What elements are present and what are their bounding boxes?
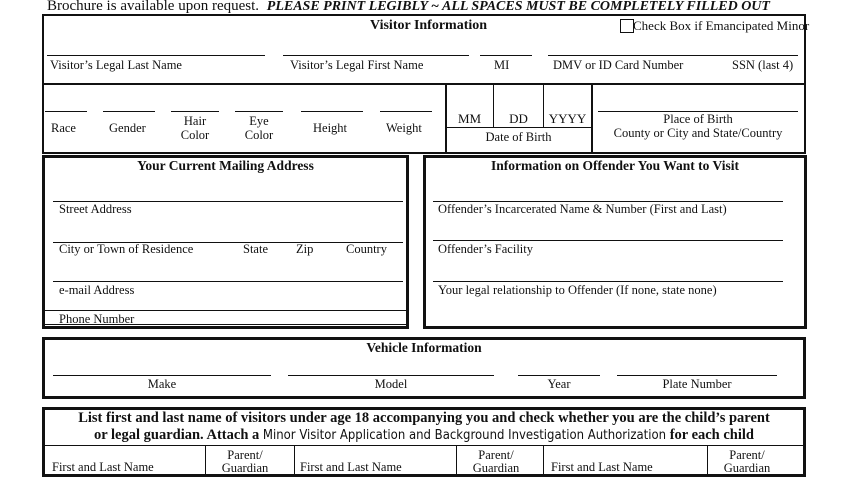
relationship-field[interactable]	[433, 281, 783, 282]
minor-col-divider-1b	[294, 446, 295, 476]
ssn-label: SSN (last 4)	[732, 58, 794, 72]
offender-name-label: Offender’s Incarcerated Name & Number (First and Last)	[438, 202, 727, 216]
row-divider	[42, 83, 806, 85]
city-label: City or Town of Residence	[59, 242, 194, 256]
minor-col-divider-2b	[543, 446, 544, 476]
dmv-ssn-field[interactable]	[548, 55, 798, 56]
minors-instruction-line-1: List first and last name of visitors under age 18 accompanying you and check whether you are the child’s parent	[78, 410, 770, 426]
height-label: Height	[313, 121, 348, 135]
offender-information-title: Information on Offender You Want to Visit	[490, 158, 740, 173]
dob-right-border	[591, 84, 593, 153]
first-name-field[interactable]	[283, 55, 469, 56]
make-label: Make	[147, 377, 177, 391]
phone-label: Phone Number	[59, 312, 135, 326]
print-instruction: PLEASE PRINT LEGIBLY ~ ALL SPACES MUST BE COMPLETELY FILLED OUT	[266, 0, 770, 14]
brochure-note	[47, 0, 770, 14]
date-of-birth-label: Date of Birth	[485, 130, 552, 144]
gender-field[interactable]	[103, 111, 155, 112]
emancipated-minor-label: Check Box if Emancipated Minor	[633, 18, 810, 33]
eye-color-label: Eye Color	[244, 114, 274, 142]
relationship-label: Your legal relationship to Offender (If none, state none)	[438, 283, 717, 297]
race-label: Race	[51, 121, 76, 135]
minor-col-name-2: First and Last Name	[300, 460, 402, 474]
last-name-label: Visitor’s Legal Last Name	[50, 58, 182, 72]
dmv-label: DMV or ID Card Number	[553, 58, 684, 72]
email-label: e-mail Address	[59, 283, 135, 297]
offender-facility-label: Offender’s Facility	[438, 242, 534, 256]
zip-label: Zip	[296, 242, 314, 256]
plate-label: Plate Number	[662, 377, 732, 391]
make-field[interactable]	[53, 375, 271, 376]
brochure-note-text: Brochure is available upon request.	[47, 0, 260, 14]
hair-color-label: Hair Color	[180, 114, 210, 142]
minors-instruction-2b: Minor Visitor Application and Background Investigation Authorization	[262, 428, 667, 443]
state-label: State	[243, 242, 268, 256]
minor-col-name-1: First and Last Name	[52, 460, 154, 474]
mailing-bottom-rule	[45, 324, 406, 325]
year-label: Year	[547, 377, 571, 391]
minor-col-parent-1: Parent/ Guardian	[221, 448, 269, 476]
weight-field[interactable]	[380, 111, 432, 112]
place-of-birth-label-1: Place of Birth	[663, 112, 733, 126]
vehicle-information-title: Vehicle Information	[366, 340, 482, 355]
first-name-label: Visitor’s Legal First Name	[290, 58, 424, 72]
dob-yyyy[interactable]: YYYY	[548, 111, 587, 126]
dob-dd[interactable]: DD	[509, 111, 528, 126]
place-of-birth-label-2: County or City and State/Country	[613, 126, 783, 140]
mailing-address-title: Your Current Mailing Address	[137, 158, 314, 173]
minors-instruction-line-2	[42, 428, 806, 443]
street-address-label: Street Address	[59, 202, 132, 216]
last-name-field[interactable]	[47, 55, 265, 56]
weight-label: Weight	[386, 121, 422, 135]
minor-col-parent-3: Parent/ Guardian	[723, 448, 771, 476]
minor-col-parent-2: Parent/ Guardian	[472, 448, 520, 476]
minors-instruction-2c: for each child	[669, 427, 754, 443]
dob-mm[interactable]: MM	[457, 111, 482, 126]
minors-instruction-2a: or legal guardian. Attach a	[93, 427, 260, 443]
year-field[interactable]	[518, 375, 600, 376]
mi-field[interactable]	[480, 55, 532, 56]
eye-color-field[interactable]	[235, 111, 283, 112]
visitor-information-title: Visitor Information	[370, 18, 488, 33]
race-field[interactable]	[45, 111, 87, 112]
model-label: Model	[374, 377, 408, 391]
height-field[interactable]	[301, 111, 363, 112]
offender-facility-field[interactable]	[433, 240, 783, 241]
dob-underline	[446, 127, 591, 128]
emancipated-minor-checkbox[interactable]	[620, 19, 634, 33]
gender-label: Gender	[109, 121, 146, 135]
country-label: Country	[346, 242, 387, 256]
minors-header-rule	[44, 445, 804, 446]
email-field[interactable]	[53, 281, 403, 282]
minor-col-name-3: First and Last Name	[551, 460, 653, 474]
plate-field[interactable]	[617, 375, 777, 376]
model-field[interactable]	[288, 375, 494, 376]
phone-field[interactable]	[45, 310, 406, 311]
hair-color-field[interactable]	[171, 111, 219, 112]
mi-label: MI	[494, 58, 510, 72]
